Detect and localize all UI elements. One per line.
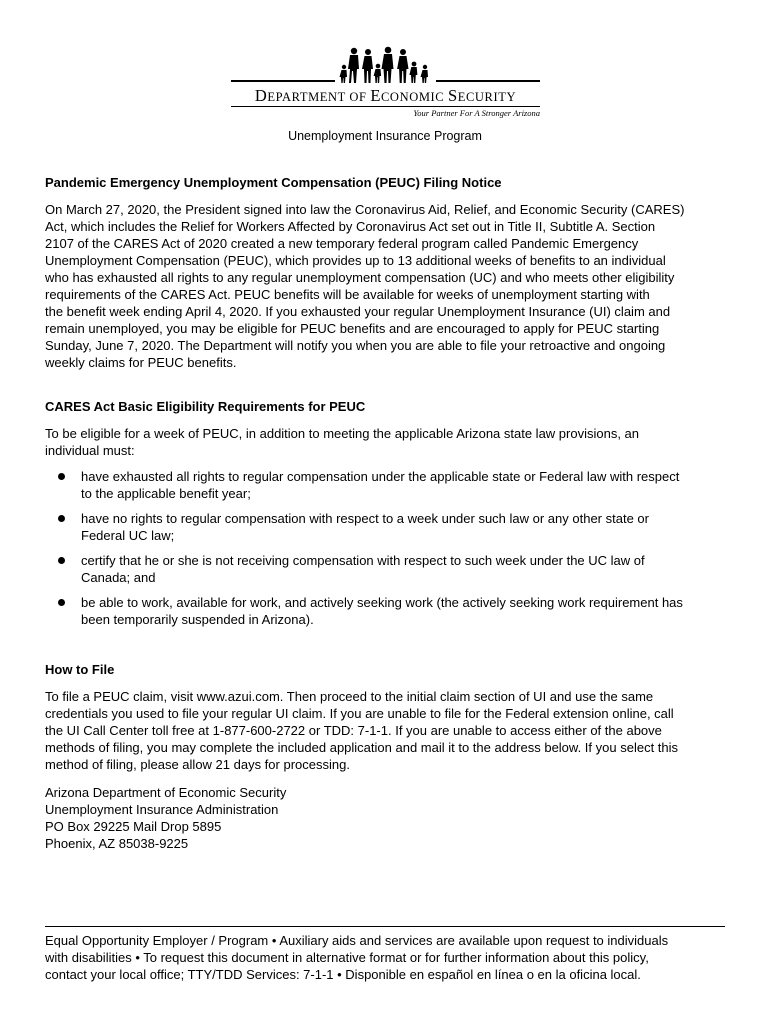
family-logo-icon — [332, 44, 436, 84]
list-item: certify that he or she is not receiving compensation with respect to such week under the UC law of Canada; and — [45, 552, 730, 586]
notice-heading: Pandemic Emergency Unemployment Compensation (PEUC) Filing Notice — [45, 175, 502, 190]
eligibility-heading: CARES Act Basic Eligibility Requirements for PEUC — [45, 399, 366, 414]
tagline: Your Partner For A Stronger Arizona — [413, 108, 540, 118]
header-rule-left — [231, 80, 335, 82]
header-rule-right — [436, 80, 540, 82]
how-to-file-paragraph: To file a PEUC claim, visit www.azui.com. Then proceed to the initial claim section of UI and use the same credentials you used to file your regular UI claim. If you are unable to file for the Federal extension online, call the UI Call Center toll free at 1-877-600-2722 or TDD: 7-1-1. If you are unable to access either of the above methods of filing, you may complete the included application and mail it to the address below. If you select this method of filing, please allow 21 days for processing. — [45, 689, 679, 772]
bullet-icon — [58, 557, 65, 564]
list-item: be able to work, available for work, and actively seeking work (the actively seeking work requirement has been temporarily suspended in Arizona). — [45, 594, 730, 628]
header-rule-under — [231, 106, 540, 107]
department-name: DEPARTMENT OF ECONOMIC SECURITY — [254, 86, 517, 105]
footer-rule — [45, 926, 725, 927]
list-item: have no rights to regular compensation with respect to a week under such law or any other state or Federal UC law; — [45, 510, 730, 544]
eligibility-list — [45, 468, 730, 636]
mailing-address: Arizona Department of Economic Security Unemployment Insurance Administration PO Box 29225 Mail Drop 5895 Phoenix, AZ 85038-9225 — [45, 785, 287, 851]
eligibility-intro: To be eligible for a week of PEUC, in addition to meeting the applicable Arizona state law provisions, an individual must: — [45, 426, 640, 458]
bullet-icon — [58, 599, 65, 606]
footer-notice: Equal Opportunity Employer / Program • Auxiliary aids and services are available upon request to individuals with disabilities • To request this document in alternative format or for further information about this policy, contact your local office; TTY/TDD Services: 7-1-1 • Disponible en español en línea o en la oficina local. — [45, 933, 669, 982]
notice-paragraph: On March 27, 2020, the President signed into law the Coronavirus Aid, Relief, and Economic Security (CARES) Act, which includes the Relief for Workers Affected by Coronavirus Act set out in Title II, Subtitle A. Section 2107 of the CARES Act of 2020 created a new temporary federal program called Pandemic Emergency Unemployment Compensation (PEUC), which provides up to 13 additional weeks of benefits to an individual who has exhausted all rights to any regular unemployment compensation (UC) and who meets other eligibility requirements of the CARES Act. PEUC benefits will be available for weeks of unemployment starting with the benefit week ending April 4, 2020. If you exhausted your regular Unemployment Insurance (UI) claim and remain unemployed, you may be eligible for PEUC benefits and are encouraged to apply for PEUC starting Sunday, June 7, 2020. The Department will notify you when you are able to file your retroactive and ongoing weekly claims for PEUC benefits. — [45, 202, 685, 370]
bullet-icon — [58, 515, 65, 522]
program-name: Unemployment Insurance Program — [288, 129, 482, 143]
bullet-icon — [58, 473, 65, 480]
list-item: have exhausted all rights to regular compensation under the applicable state or Federal law with respect to the applicable benefit year; — [45, 468, 730, 502]
how-to-file-heading: How to File — [45, 662, 115, 677]
